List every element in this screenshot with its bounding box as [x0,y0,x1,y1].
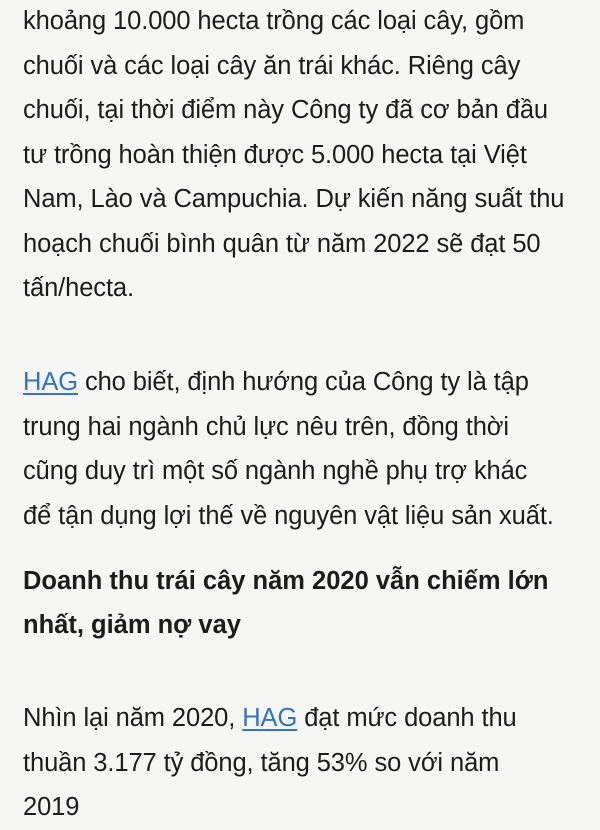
paragraph-review-2020 [23,696,517,830]
paragraph-strategy [23,360,554,538]
text-line: chuối, tại thời điểm này Công ty đã cơ bản đầu [23,96,548,124]
paragraph-plantation [23,0,564,311]
text-line: tư trồng hoàn thiện được 5.000 hecta tại Việt [23,140,527,169]
text-line: trung hai ngành chủ lực nêu trên, đồng thời [23,412,509,441]
text-line: chuối và các loại cây ăn trái khác. Riêng cây [23,51,521,80]
heading-line: Doanh thu trái cây năm 2020 vẫn chiếm lớn [23,567,549,595]
text-line [23,360,554,405]
text-line: tấn/hecta. [23,274,134,302]
text-line [23,696,517,741]
text-line: thuần 3.177 tỷ đồng, tăng 53% so với năm [23,748,500,777]
text-line: cũng duy trì một số ngành nghề phụ trợ khác [23,457,528,485]
text-fragment: cho biết, định hướng của Công ty là tập [77,368,529,396]
hag-link[interactable]: HAG [23,368,78,396]
text-line: 2019 [23,793,80,821]
heading-line: nhất, giảm nợ vay [23,611,241,639]
text-fragment: đạt mức doanh thu [297,704,517,732]
text-line: khoảng 10.000 hecta trồng các loại cây, gồm [23,7,525,35]
text-line: Nam, Lào và Campuchia. Dự kiến năng suất thu [23,185,565,213]
hag-link[interactable]: HAG [242,704,298,732]
text-line: hoạch chuối bình quân từ năm 2022 sẽ đạt 50 [23,229,541,258]
text-line: để tận dụng lợi thế về nguyên vật liệu sản xuất. [23,501,554,530]
text-fragment: Nhìn lại năm 2020, [23,704,243,732]
section-heading [23,559,548,647]
